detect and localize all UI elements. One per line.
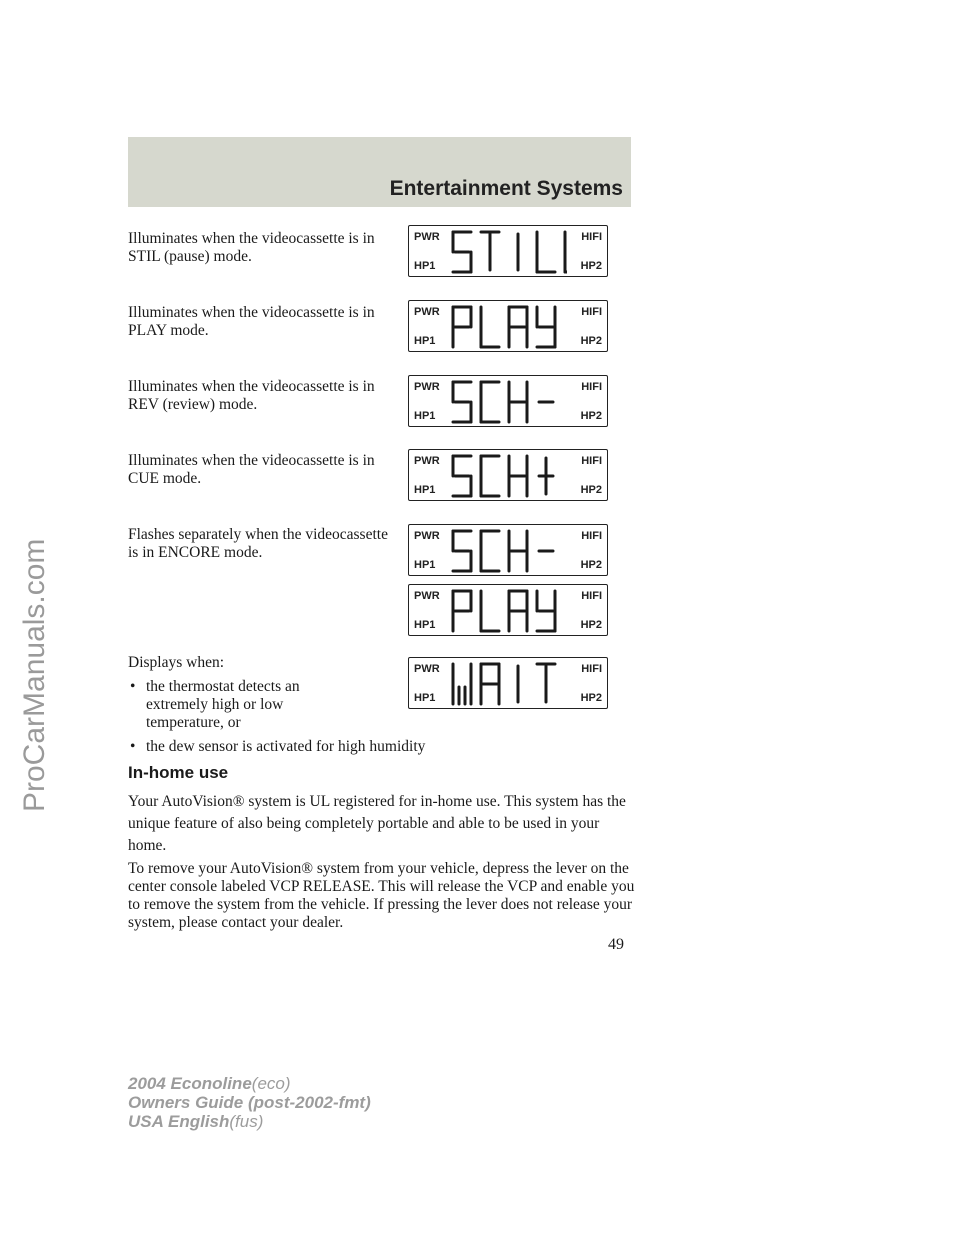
lcd-glyph bbox=[481, 531, 499, 571]
indicator-desc-cue: Illuminates when the videocassette is in CUE mode. bbox=[128, 452, 375, 487]
hp1-indicator: HP1 bbox=[414, 619, 436, 631]
lcd-glyph bbox=[481, 456, 499, 496]
lcd-display-cue bbox=[408, 449, 608, 501]
lcd-glyph bbox=[481, 591, 499, 631]
page-number: 49 bbox=[608, 936, 624, 953]
lcd-glyph bbox=[537, 307, 555, 347]
lcd-display-rev bbox=[408, 375, 608, 427]
indicator-desc-still: Illuminates when the videocassette is in STIL (pause) mode. bbox=[128, 230, 375, 265]
lcd-glyph bbox=[453, 232, 471, 272]
hp1-indicator: HP1 bbox=[414, 335, 436, 347]
lcd-glyph bbox=[509, 531, 527, 571]
condition-list bbox=[128, 678, 588, 762]
lcd-display-encore-1 bbox=[408, 524, 608, 576]
section-title: Entertainment Systems bbox=[389, 177, 623, 200]
indicator-desc-play: Illuminates when the videocassette is in PLAY mode. bbox=[128, 304, 375, 339]
paragraph-removal: To remove your AutoVision® system from your vehicle, depress the lever on the center console labeled VCP RELEASE. This will release the VCP and enable you to remove the system from the vehicle. If pressing the lever does not release your system, please contact your dealer. bbox=[128, 860, 635, 931]
hp2-indicator: HP2 bbox=[580, 410, 602, 422]
header-band bbox=[128, 137, 631, 207]
list-item bbox=[128, 678, 356, 732]
lcd-glyph bbox=[481, 307, 499, 347]
pwr-indicator: PWR bbox=[414, 530, 440, 542]
lcd-glyph bbox=[565, 232, 567, 272]
hp1-indicator: HP1 bbox=[414, 692, 436, 704]
hp2-indicator: HP2 bbox=[580, 260, 602, 272]
lcd-glyph bbox=[453, 531, 471, 571]
footer-language: USA English bbox=[128, 1112, 230, 1131]
indicator-desc-wait: Displays when: bbox=[128, 654, 225, 671]
lcd-glyph bbox=[453, 382, 471, 422]
hp1-indicator: HP1 bbox=[414, 260, 436, 272]
lcd-glyph bbox=[509, 382, 527, 422]
segment-readout-icon bbox=[449, 230, 567, 274]
paragraph-in-home: Your AutoVision® system is UL registered for in-home use. This system has the unique feature of also being completely portable and able to be used in your home. bbox=[128, 793, 626, 854]
hp2-indicator: HP2 bbox=[580, 559, 602, 571]
footer-language-code: (fus) bbox=[229, 1112, 264, 1131]
lcd-glyph bbox=[509, 307, 527, 347]
lcd-glyph bbox=[453, 591, 471, 631]
lcd-display-encore-2 bbox=[408, 584, 608, 636]
hp1-indicator: HP1 bbox=[414, 410, 436, 422]
list-item-text: the dew sensor is activated for high humidity bbox=[146, 738, 426, 755]
list-item-text: the thermostat detects an extremely high or low temperature, or bbox=[146, 678, 300, 731]
hifi-indicator: HIFI bbox=[581, 381, 602, 393]
lcd-glyph bbox=[453, 307, 471, 347]
segment-readout-icon bbox=[449, 454, 567, 498]
hifi-indicator: HIFI bbox=[581, 590, 602, 602]
pwr-indicator: PWR bbox=[414, 455, 440, 467]
lcd-glyph bbox=[481, 382, 499, 422]
bullet-dot-icon: • bbox=[130, 678, 136, 695]
hifi-indicator: HIFI bbox=[581, 306, 602, 318]
segment-readout-icon bbox=[449, 380, 567, 424]
pwr-indicator: PWR bbox=[414, 590, 440, 602]
hp1-indicator: HP1 bbox=[414, 559, 436, 571]
segment-readout-icon bbox=[449, 589, 567, 633]
footer bbox=[128, 1074, 371, 1131]
hp2-indicator: HP2 bbox=[580, 619, 602, 631]
hp1-indicator: HP1 bbox=[414, 484, 436, 496]
pwr-indicator: PWR bbox=[414, 306, 440, 318]
lcd-glyph bbox=[537, 591, 555, 631]
pwr-indicator: PWR bbox=[414, 231, 440, 243]
segment-readout-icon bbox=[449, 529, 567, 573]
hifi-indicator: HIFI bbox=[581, 530, 602, 542]
lcd-glyph bbox=[481, 232, 499, 270]
footer-model-code: (eco) bbox=[251, 1074, 291, 1093]
indicator-desc-encore: Flashes separately when the videocassette is in ENCORE mode. bbox=[128, 526, 388, 561]
lcd-glyph bbox=[539, 458, 553, 494]
lcd-glyph bbox=[537, 232, 555, 272]
lcd-display-play bbox=[408, 300, 608, 352]
pwr-indicator: PWR bbox=[414, 381, 440, 393]
pwr-indicator: PWR bbox=[414, 663, 440, 675]
hifi-indicator: HIFI bbox=[581, 455, 602, 467]
lcd-display-still bbox=[408, 225, 608, 277]
lcd-glyph bbox=[509, 591, 527, 631]
hifi-indicator: HIFI bbox=[581, 663, 602, 675]
hp2-indicator: HP2 bbox=[580, 692, 602, 704]
bullet-dot-icon: • bbox=[130, 738, 136, 755]
segment-readout-icon bbox=[449, 305, 567, 349]
lcd-glyph bbox=[509, 456, 527, 496]
lcd-glyph bbox=[453, 456, 471, 496]
watermark: ProCarManuals.com bbox=[18, 538, 51, 812]
footer-guide: Owners Guide (post-2002-fmt) bbox=[128, 1093, 371, 1112]
hp2-indicator: HP2 bbox=[580, 484, 602, 496]
section-heading: In-home use bbox=[128, 763, 229, 782]
indicator-desc-rev: Illuminates when the videocassette is in REV (review) mode. bbox=[128, 378, 375, 413]
footer-model: 2004 Econoline bbox=[128, 1074, 252, 1093]
list-item bbox=[128, 738, 588, 756]
hp2-indicator: HP2 bbox=[580, 335, 602, 347]
hifi-indicator: HIFI bbox=[581, 231, 602, 243]
